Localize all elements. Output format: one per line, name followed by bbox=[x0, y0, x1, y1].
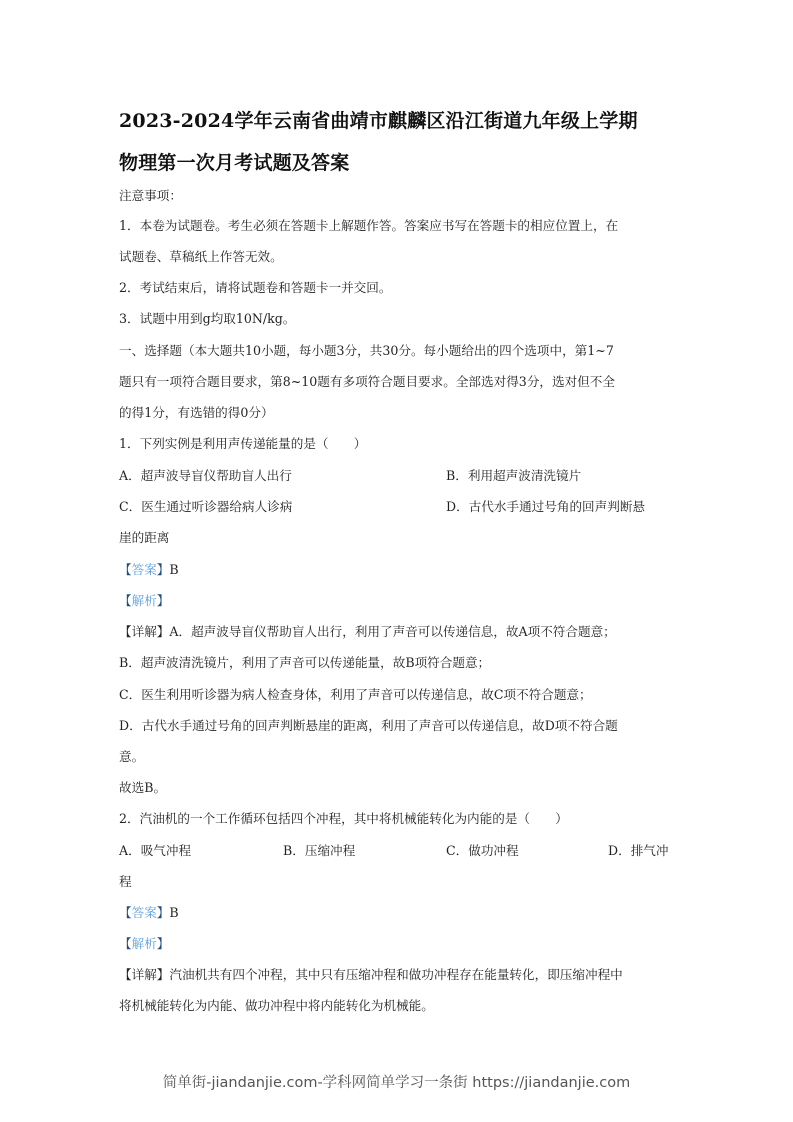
page-title-line-2: 物理第一次月考试题及答案 bbox=[119, 152, 350, 174]
question-2-option-a: A．吸气冲程 bbox=[119, 843, 192, 858]
question-1-option-b: B．利用超声波清洗镜片 bbox=[446, 468, 582, 483]
question-1-answer: 【答案】B bbox=[119, 562, 179, 577]
detail-label: 详解 bbox=[131, 624, 157, 639]
question-2-stem: 2．汽油机的一个工作循环包括四个冲程，其中将机械能转化为内能的是（ ） bbox=[119, 811, 568, 826]
question-2-option-d: D．排气冲 bbox=[608, 843, 669, 858]
detail-line: A．超声波导盲仪帮助盲人出行，利用了声音可以传递信息，故A项不符合题意； bbox=[169, 624, 616, 639]
note-item: 试题卷、草稿纸上作答无效。 bbox=[119, 249, 283, 264]
page-title-line-1: 2023-2024学年云南省曲靖市麒麟区沿江街道九年级上学期 bbox=[119, 110, 638, 132]
question-2-detail: 【详解】汽油机共有四个冲程，其中只有压缩冲程和做功冲程存在能量转化，即压缩冲程中 bbox=[119, 967, 623, 982]
answer-value: B bbox=[169, 905, 179, 920]
note-item: 2．考试结束后，请将试题卷和答题卡一并交回。 bbox=[119, 280, 392, 295]
section-instructions: 一、选择题（本大题共10小题，每小题3分，共30分。每小题给出的四个选项中，第1~7 bbox=[119, 343, 614, 358]
detail-line: C．医生利用听诊器为病人检查身体，利用了声音可以传递信息，故C项不符合题意； bbox=[119, 687, 592, 702]
analysis-label: 解析 bbox=[131, 936, 157, 951]
question-1-option-d: D．古代水手通过号角的回声判断悬 bbox=[446, 499, 646, 514]
section-instructions: 题只有一项符合题目要求，第8~10题有多项符合题目要求。全部选对得3分，选对但不全 bbox=[119, 374, 615, 389]
question-1-option-c: C．医生通过听诊器给病人诊病 bbox=[119, 499, 293, 514]
note-item: 3．试题中用到g均取10N/kg。 bbox=[119, 311, 296, 326]
detail-line: 意。 bbox=[119, 749, 145, 764]
question-2-analysis: 【解析】 bbox=[119, 936, 170, 951]
section-instructions: 的得1分，有选错的得0分） bbox=[119, 405, 274, 420]
question-1-stem: 1．下列实例是利用声传递能量的是（ ） bbox=[119, 436, 367, 451]
notes-heading: 注意事项： bbox=[119, 188, 182, 203]
answer-label: 答案 bbox=[131, 905, 157, 920]
analysis-label: 解析 bbox=[131, 593, 157, 608]
detail-line: 汽油机共有四个冲程，其中只有压缩冲程和做功冲程存在能量转化，即压缩冲程中 bbox=[169, 967, 623, 982]
question-1-detail: 【详解】A．超声波导盲仪帮助盲人出行，利用了声音可以传递信息，故A项不符合题意； bbox=[119, 624, 616, 639]
detail-line: B．超声波清洗镜片，利用了声音可以传递能量，故B项符合题意； bbox=[119, 655, 491, 670]
page-footer-watermark: 简单街-jiandanjie.com-学科网简单学习一条街 https://jiandanjie.com bbox=[162, 1075, 631, 1091]
answer-value: B bbox=[169, 562, 179, 577]
answer-label: 答案 bbox=[131, 562, 157, 577]
question-2-option-d-continued: 程 bbox=[119, 874, 132, 889]
question-2-option-b: B．压缩冲程 bbox=[283, 843, 356, 858]
question-1-option-d-continued: 崖的距离 bbox=[119, 530, 170, 545]
detail-line: 将机械能转化为内能、做功冲程中将内能转化为机械能。 bbox=[119, 998, 434, 1013]
detail-conclusion: 故选B。 bbox=[119, 780, 167, 795]
question-1-analysis: 【解析】 bbox=[119, 593, 170, 608]
detail-label: 详解 bbox=[131, 967, 157, 982]
note-item: 1．本卷为试题卷。考生必须在答题卡上解题作答。答案应书写在答题卡的相应位置上，在 bbox=[119, 218, 619, 233]
question-1-option-a: A．超声波导盲仪帮助盲人出行 bbox=[119, 468, 292, 483]
question-2-answer: 【答案】B bbox=[119, 905, 179, 920]
detail-line: D．古代水手通过号角的回声判断悬崖的距离，利用了声音可以传递信息，故D项不符合题 bbox=[119, 718, 618, 733]
question-2-option-c: C．做功冲程 bbox=[446, 843, 519, 858]
